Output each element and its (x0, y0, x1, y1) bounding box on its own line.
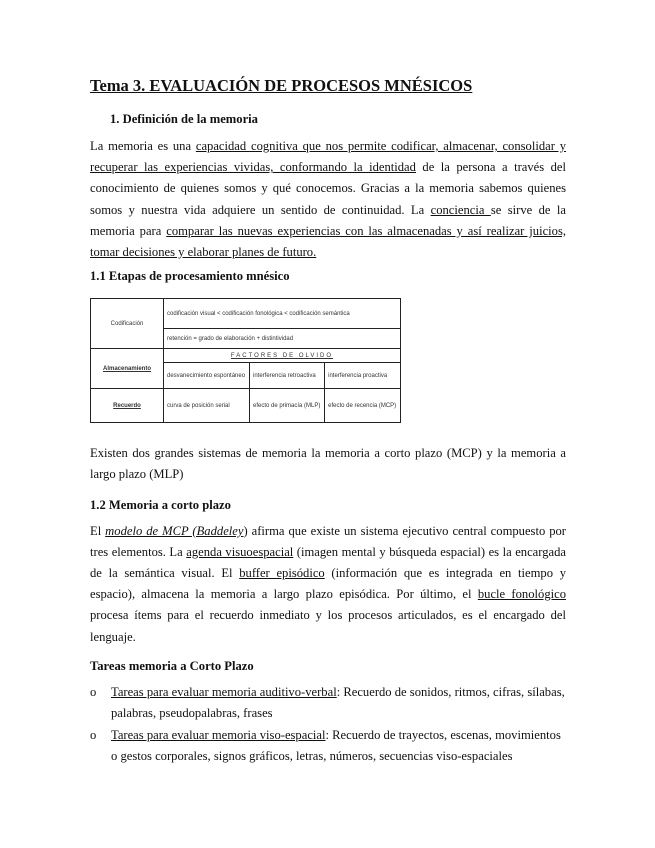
cell: efecto de recencia (MCP) (325, 389, 401, 423)
memory-stages-table (90, 298, 401, 423)
bullet: o (90, 728, 97, 743)
cell: codificación visual < codificación fonológica < codificación semántica (164, 299, 401, 329)
section-heading-1-1: 1.1 Etapas de procesamiento mnésico (90, 269, 290, 284)
cell: interferencia retroactiva (249, 363, 324, 389)
list-item: o Tareas para evaluar memoria auditivo-verbal: Recuerdo de sonidos, ritmos, cifras, sílabas, palabras, pseudopalabras, frases (90, 682, 566, 724)
paragraph-systems: Existen dos grandes sistemas de memoria la memoria a corto plazo (MCP) y la memoria a largo plazo (MLP) (90, 446, 566, 482)
cell: retención = grado de elaboración + distintividad (164, 329, 401, 349)
cell-almacenamiento: Almacenamiento (91, 349, 164, 389)
cell: interferencia proactiva (325, 363, 401, 389)
page-title: Tema 3. EVALUACIÓN DE PROCESOS MNÉSICOS (90, 76, 473, 95)
cell: curva de posición serial (164, 389, 250, 423)
cell: FACTORES DE OLVIDO (164, 349, 401, 363)
cell: efecto de primacía (MLP) (249, 389, 324, 423)
section-heading-1: 1. Definición de la memoria (110, 112, 258, 126)
cell-codificacion: Codificación (91, 299, 164, 349)
section-heading-1-2: 1.2 Memoria a corto plazo (90, 497, 231, 512)
paragraph-mcp: El modelo de MCP (Baddeley) afirma que existe un sistema ejecutivo central compuesto por tres elementos. La agenda visuoespacial (imagen mental y búsqueda espacial) es la encargada de la semántica visual. El buffer episódico (información que es integrada en tiempo y espacio), almacena la memoria a largo plazo episódica. Por último, el bucle fonológico procesa ítems para el recuerdo inmediato y los procesos articulados, es el encargado del lenguaje. (90, 523, 567, 644)
paragraph-definition: La memoria es una capacidad cognitiva que nos permite codificar, almacenar, consolidar y recuperar las experiencias vividas, conformando la identidad de la persona a través del conocimiento de quienes somos y qué conocemos. Gracias a la memoria sabemos quienes somos y nuestra vida adquiere un sentido de continuidad. La conciencia se sirve de la memoria para comparar las nuevas experiencias con las almacenadas y así realizar juicios, tomar decisiones y elaborar planes de futuro. (90, 139, 567, 260)
cell-recuerdo: Recuerdo (91, 389, 164, 423)
bullet: o (90, 684, 97, 699)
list-item: o Tareas para evaluar memoria viso-espacial: Recuerdo de trayectos, escenas, movimientos o gestos corporales, signos gráficos, letras, números, secuencias viso-espaciales (90, 725, 566, 767)
tareas-heading: Tareas memoria a Corto Plazo (90, 658, 254, 673)
cell: desvanecimiento espontáneo (164, 363, 250, 389)
